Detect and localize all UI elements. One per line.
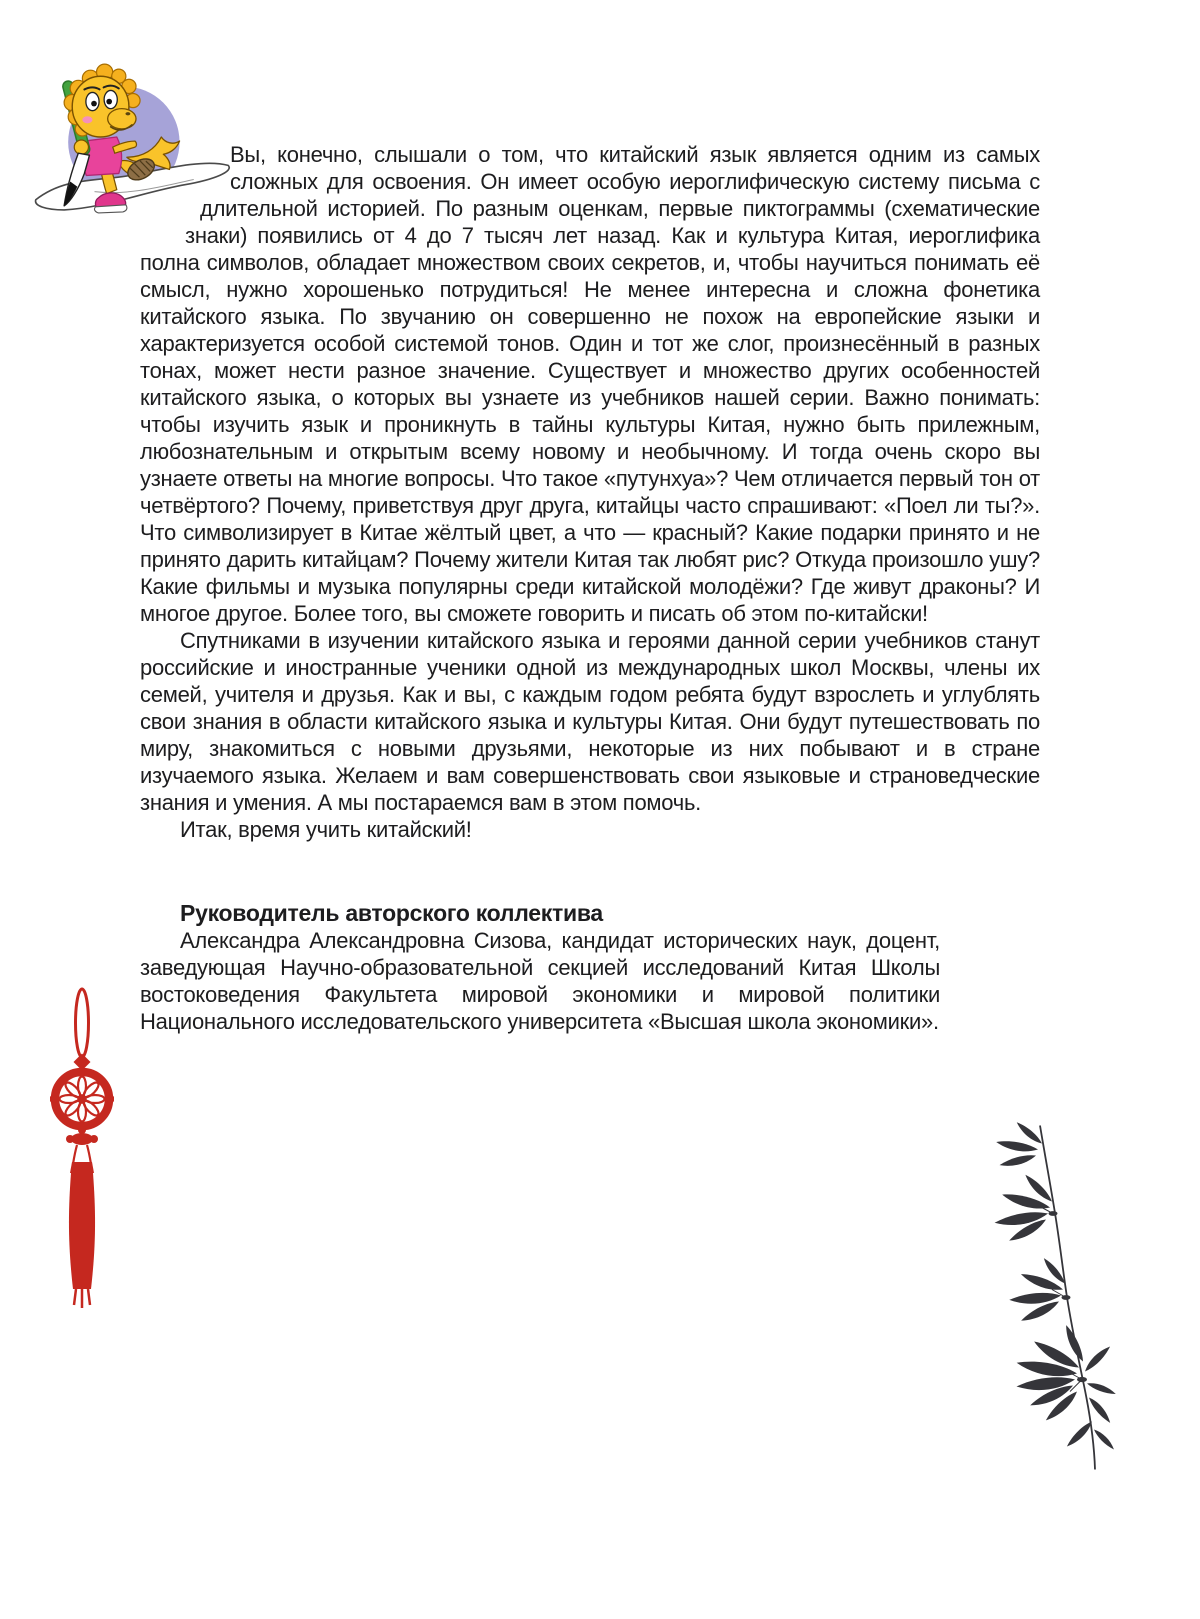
- chinese-knot-icon: [50, 983, 114, 1317]
- series-paragraph: Спутниками в изучении китайского языка и героями данной серии учебников станут российские и иностранные ученики одной из международных школ Москвы, члены их семей, учителя и друзья. Как и вы, с каждым годом ребята будут взрослеть и углублять свои знания в области китайского языка и культуры Китая. Они будут путешествовать по миру, знакомиться с новыми друзьями, некоторые из них побывают и в стране изучаемого языка. Желаем и вам совершенствовать свои языковые и страноведческие знания и умения. А мы постараемся вам в этом помочь.: [140, 628, 1040, 815]
- authors-heading: Руководитель авторского коллектива: [180, 900, 603, 926]
- intro-paragraph: [140, 141, 1040, 627]
- call-to-action-line: Итак, время учить китайский!: [180, 817, 472, 842]
- page-text-column: [140, 141, 1040, 1035]
- bamboo-branch-icon: [952, 1120, 1142, 1478]
- chinese-knot-ornament: [50, 983, 114, 1317]
- bamboo-illustration: [952, 1120, 1142, 1478]
- author-bio-paragraph: Александра Александровна Сизова, кандидат исторических наук, доцент, заведующая Научно-образовательной секцией исследований Китая Школы востоковедения Факультета мировой экономики и мировой политики Национального исследовательского университета «Высшая школа экономики».: [140, 928, 940, 1034]
- intro-paragraph-text: Вы, конечно, слышали о том, что китайский язык является одним из самых сложных для освоения. Он имеет особую иероглифическую систему письма с длительной историей. По разным оценкам, первые пиктограммы (схематические знаки) появились от 4 до 7 тысяч лет назад. Как и культура Китая, иероглифика полна символов, обладает множеством своих секретов, и, чтобы научиться понимать её смысл, нужно хорошенько потрудиться! Не менее интересна и сложна фонетика китайского языка. По звучанию он совершенно не похож на европейские языки и характеризуется особой системой тонов. Один и тот же слог, произнесённый в разных тонах, может нести разное значение. Существует и множество других особенностей китайского языка, о которых вы узнаете из учебников нашей серии. Важно понимать: чтобы изучить язык и проникнуть в тайны культуры Китая, нужно быть прилежным, любознательным и открытым всему новому и необычному. И тогда очень скоро вы узнаете ответы на многие вопросы. Что такое «путунхуа»? Чем отличается первый тон от четвёртого? Почему, приветствуя друг друга, китайцы часто спрашивают: «Поел ли ты?». Что символизирует в Китае жёлтый цвет, а что — красный? Какие подарки принято и не принято дарить китайцам? Почему жители Китая так любят рис? Откуда произошло ушу? Какие фильмы и музыка популярны среди китайской молодёжи? Где живут драконы? И многое другое. Более того, вы сможете говорить и писать об этом по-китайски!: [140, 142, 1040, 626]
